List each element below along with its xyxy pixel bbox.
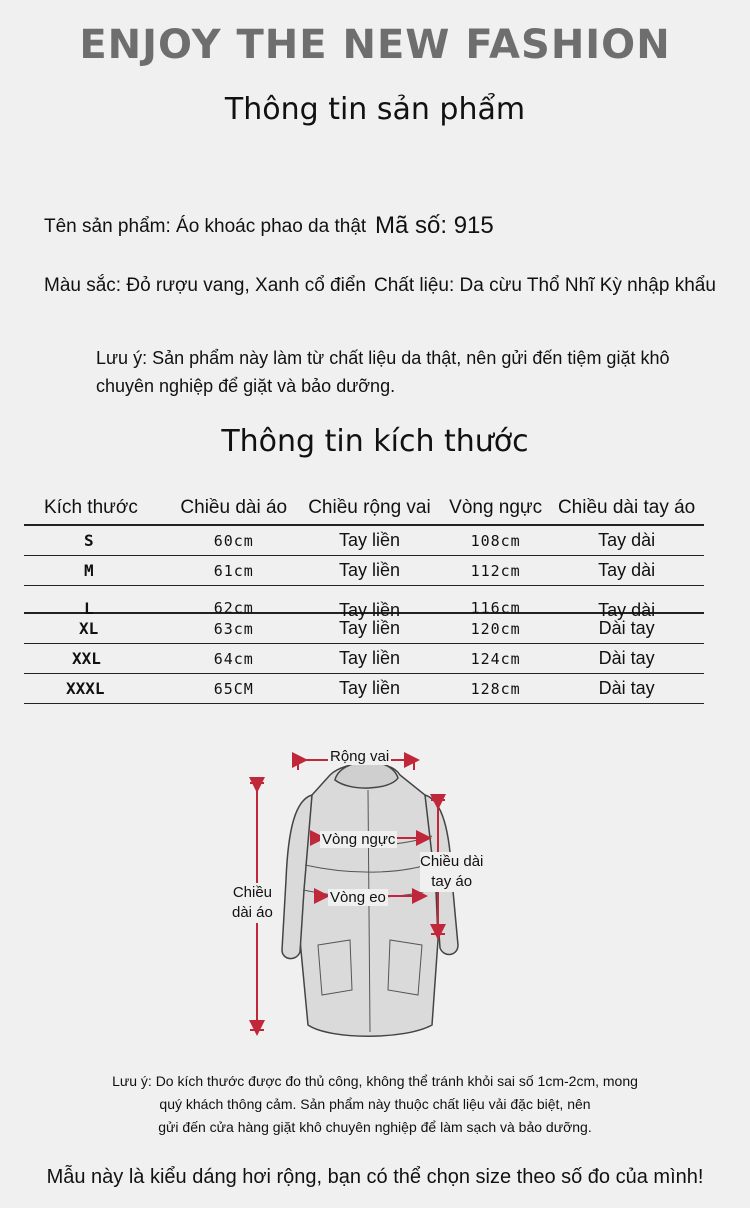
product-info-heading: Thông tin sản phẩm: [224, 92, 526, 127]
label-shoulder: Rộng vai: [330, 748, 390, 765]
size-info-heading: Thông tin kích thước: [221, 424, 529, 459]
cell-shoulder: [297, 586, 442, 620]
header-chest: Vòng ngực: [442, 492, 549, 525]
cell-sleeve: Dài tay: [549, 644, 704, 674]
care-note: [96, 344, 716, 400]
label-length-line2: dài áo: [232, 904, 273, 921]
coat-measurement-diagram: [200, 740, 580, 1050]
table-row: [24, 586, 704, 614]
header-size: Kích thước: [24, 492, 171, 525]
table-row: [24, 613, 704, 644]
cell-chest: 108cm: [442, 525, 549, 556]
cell-length: 63cm: [171, 613, 297, 644]
cell-size: [24, 586, 171, 618]
label-length: [232, 883, 273, 923]
cell-sleeve: [549, 586, 704, 620]
care-note-line2: chuyên nghiệp để giặt và bảo dưỡng.: [96, 376, 396, 396]
label-sleeve-line2: tay áo: [431, 873, 473, 890]
cell-sleeve: Dài tay: [549, 674, 704, 704]
table-row: [24, 674, 704, 704]
table-row: [24, 525, 704, 556]
footnote-line3: gửi đến cửa hàng giặt khô chuyên nghiệp để làm sạch và bảo dưỡng.: [158, 1119, 592, 1135]
header-length: Chiều dài áo: [171, 492, 297, 525]
cell-sleeve: Tay dài: [549, 556, 704, 586]
size-table-header: [24, 492, 704, 525]
cell-length: 60cm: [171, 525, 297, 556]
cell-chest-text: 116cm: [470, 599, 521, 617]
fit-advice: Mẫu này là kiểu dáng hơi rộng, bạn có thể chọn size theo số đo của mình!: [46, 1166, 704, 1188]
cell-size-text: L: [84, 598, 94, 618]
size-table: [24, 492, 704, 704]
label-sleeve-line1: Chiều dài: [420, 853, 484, 870]
footnote-line2: quý khách thông cảm. Sản phẩm này thuộc chất liệu vải đặc biệt, nên: [159, 1096, 591, 1112]
cell-length: [171, 586, 297, 617]
cell-shoulder: Tay liền: [297, 556, 442, 586]
cell-sleeve: Dài tay: [549, 613, 704, 644]
label-chest: Vòng ngực: [322, 831, 396, 848]
cell-length: 61cm: [171, 556, 297, 586]
cell-shoulder: Tay liền: [297, 525, 442, 556]
cell-chest: 112cm: [442, 556, 549, 586]
product-name: Tên sản phẩm: Áo khoác phao da thật: [44, 216, 367, 237]
table-row: [24, 644, 704, 674]
cell-size: XL: [24, 613, 171, 644]
cell-chest: 120cm: [442, 613, 549, 644]
cell-sleeve: Tay dài: [549, 525, 704, 556]
label-waist: Vòng eo: [330, 889, 386, 906]
cell-sleeve-text: Tay dài: [598, 599, 656, 620]
table-row: [24, 556, 704, 586]
header-sleeve: Chiều dài tay áo: [549, 492, 704, 525]
banner-title: ENJOY THE NEW FASHION: [79, 22, 671, 68]
cell-length-text: 62cm: [213, 599, 254, 617]
cell-chest: 128cm: [442, 674, 549, 704]
cell-chest: 124cm: [442, 644, 549, 674]
cell-length: 65CM: [171, 674, 297, 704]
label-sleeve: [420, 852, 483, 892]
cell-chest: [442, 586, 549, 617]
cell-shoulder: Tay liền: [297, 674, 442, 704]
product-material: Chất liệu: Da cừu Thổ Nhĩ Kỳ nhập khẩu: [374, 275, 716, 296]
header-shoulder: Chiều rộng vai: [297, 492, 442, 525]
cell-shoulder: Tay liền: [297, 613, 442, 644]
cell-size: S: [24, 525, 171, 556]
product-colors: Màu sắc: Đỏ rượu vang, Xanh cổ điển: [44, 275, 366, 296]
cell-size: M: [24, 556, 171, 586]
cell-length: 64cm: [171, 644, 297, 674]
care-note-line1: Lưu ý: Sản phẩm này làm từ chất liệu da thật, nên gửi đến tiệm giặt khô: [96, 348, 670, 368]
label-length-line1: Chiều: [232, 884, 273, 901]
cell-size: XXL: [24, 644, 171, 674]
measurement-footnote: [80, 1070, 670, 1139]
footnote-line1: Lưu ý: Do kích thước được đo thủ công, không thể tránh khỏi sai số 1cm-2cm, mong: [112, 1073, 638, 1089]
cell-shoulder: Tay liền: [297, 644, 442, 674]
cell-size: XXXL: [24, 674, 171, 704]
product-code: Mã số: 915: [375, 212, 494, 239]
cell-shoulder-text: Tay liền: [338, 599, 400, 620]
